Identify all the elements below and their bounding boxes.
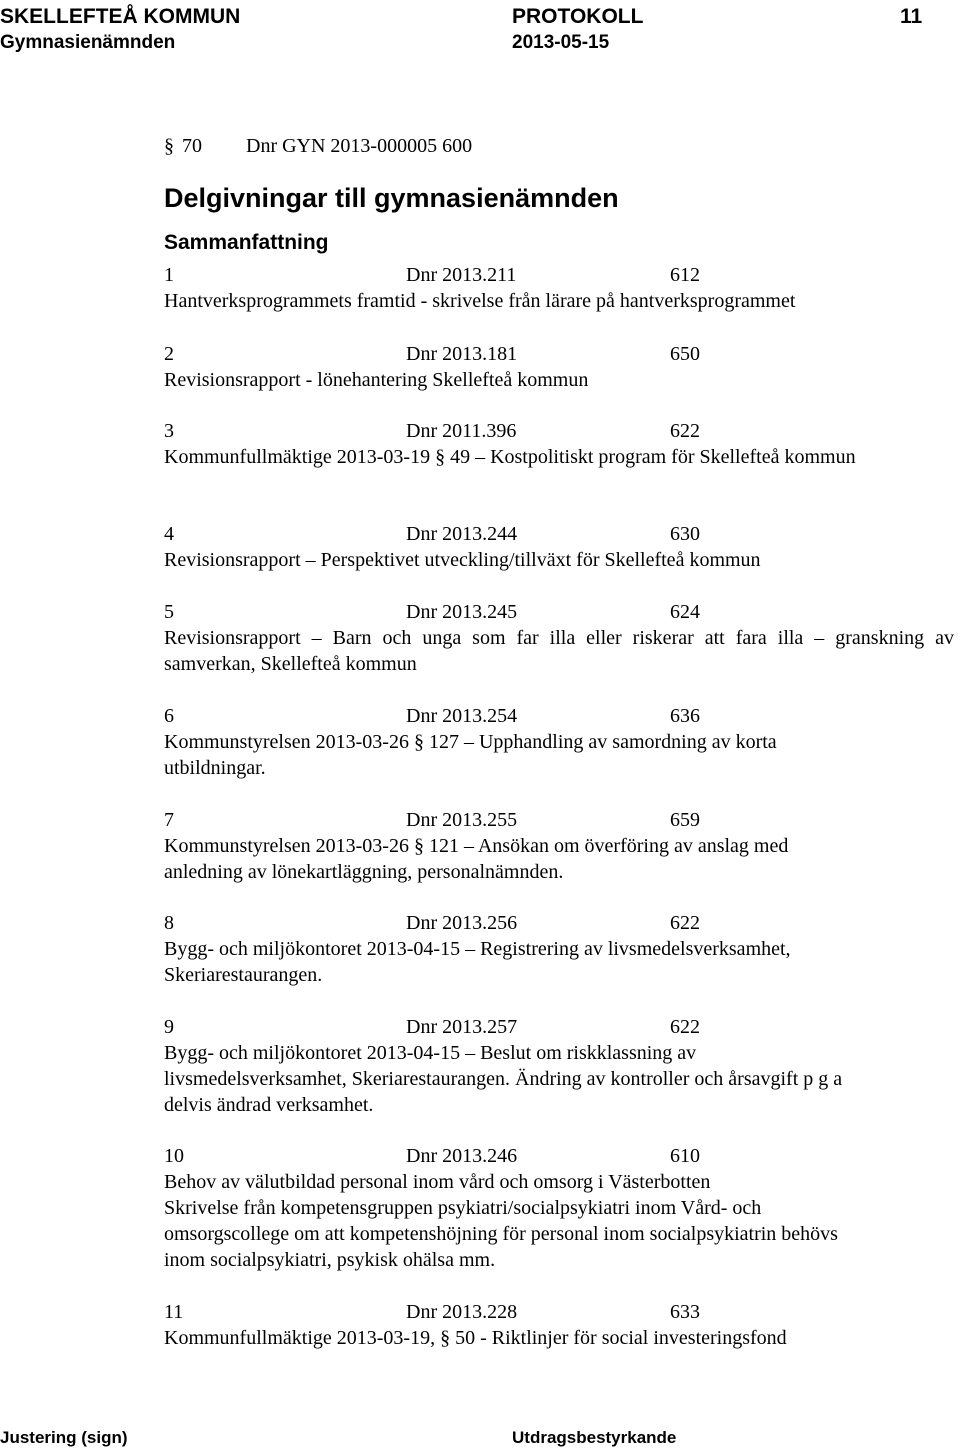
list-item: [164, 1299, 954, 1351]
item-number: 4: [164, 523, 174, 545]
list-item: [164, 910, 954, 988]
item-text: Skrivelse från kompetensgruppen psykiatri/socialpsykiatri inom Vård- och: [164, 1197, 762, 1219]
list-item: [164, 1143, 954, 1273]
item-number: 3: [164, 420, 174, 442]
footer-certification-label: Utdragsbestyrkande: [512, 1428, 677, 1447]
item-code: 622: [670, 912, 700, 934]
item-dnr: Dnr 2013.246: [406, 1145, 518, 1167]
item-code: 610: [670, 1145, 700, 1167]
item-text: Hantverksprogrammets framtid - skrivelse från lärare på hantverksprogrammet: [164, 290, 796, 312]
item-dnr: Dnr 2013.255: [406, 809, 518, 831]
item-number: 6: [164, 705, 174, 727]
meeting-date: 2013-05-15: [512, 32, 610, 53]
item-text: Kommunstyrelsen 2013-03-26 § 121 – Ansökan om överföring av anslag med: [164, 835, 789, 857]
item-text: Revisionsrapport – Barn och unga som far illa eller riskerar att fara illa – granskning av: [164, 627, 954, 649]
item-text: Kommunfullmäktige 2013-03-19, § 50 - Riktlinjer för social investeringsfond: [164, 1327, 787, 1349]
item-number: 7: [164, 809, 174, 831]
item-dnr: Dnr 2013.228: [406, 1301, 518, 1323]
item-text: utbildningar.: [164, 757, 266, 779]
item-number: 9: [164, 1016, 174, 1038]
item-dnr: Dnr 2013.211: [406, 264, 517, 286]
paragraph-number: 70: [182, 135, 202, 157]
item-code: 636: [670, 705, 700, 727]
list-item: [164, 521, 954, 573]
list-item: [164, 1014, 954, 1118]
item-text: anledning av lönekartläggning, personalnämnden.: [164, 861, 564, 883]
page-title: Delgivningar till gymnasienämnden: [164, 183, 619, 213]
item-text: Behov av välutbildad personal inom vård och omsorg i Västerbotten: [164, 1171, 711, 1193]
item-dnr: Dnr 2013.257: [406, 1016, 518, 1038]
item-number: 8: [164, 912, 174, 934]
list-item: [164, 418, 954, 470]
item-dnr: Dnr 2013.244: [406, 523, 518, 545]
paragraph-dnr: Dnr GYN 2013-000005 600: [246, 135, 473, 157]
item-number: 2: [164, 343, 174, 365]
item-number: 5: [164, 601, 174, 623]
item-code: 612: [670, 264, 700, 286]
item-dnr: Dnr 2013.256: [406, 912, 518, 934]
item-code: 650: [670, 343, 700, 365]
item-dnr: Dnr 2013.245: [406, 601, 518, 623]
list-item: [164, 599, 954, 677]
list-item: [164, 262, 954, 314]
item-text: delvis ändrad verksamhet.: [164, 1094, 374, 1116]
item-number: 10: [164, 1145, 184, 1167]
item-number: 1: [164, 264, 174, 286]
item-text: Bygg- och miljökontoret 2013-04-15 – Registrering av livsmedelsverksamhet,: [164, 938, 791, 960]
item-dnr: Dnr 2013.181: [406, 343, 518, 365]
item-text: Revisionsrapport - lönehantering Skellefteå kommun: [164, 369, 589, 391]
committee-name: Gymnasienämnden: [0, 32, 176, 53]
org-name: SKELLEFTEÅ KOMMUN: [0, 5, 241, 28]
footer-signature-label: Justering (sign): [0, 1428, 128, 1447]
item-text: Revisionsrapport – Perspektivet utveckling/tillväxt för Skellefteå kommun: [164, 549, 761, 571]
list-item: [164, 807, 954, 885]
item-text: Bygg- och miljökontoret 2013-04-15 – Beslut om riskklassning av: [164, 1042, 697, 1064]
section-heading: Sammanfattning: [164, 231, 329, 254]
item-code: 659: [670, 809, 700, 831]
item-code: 633: [670, 1301, 700, 1323]
section-sign: §: [164, 135, 174, 157]
list-item: [164, 341, 954, 393]
item-text: samverkan, Skellefteå kommun: [164, 653, 417, 675]
item-text: inom socialpsykiatri, psykisk ohälsa mm.: [164, 1249, 496, 1271]
page-number: 11: [900, 5, 923, 28]
item-code: 624: [670, 601, 700, 623]
item-number: 11: [164, 1301, 184, 1323]
item-code: 622: [670, 420, 700, 442]
item-text: omsorgscollege om att kompetenshöjning för personal inom socialpsykiatrin behövs: [164, 1223, 838, 1245]
item-text: Skeriarestaurangen.: [164, 964, 323, 986]
item-text: livsmedelsverksamhet, Skeriarestaurangen. Ändring av kontroller och årsavgift p g a: [164, 1068, 843, 1090]
item-code: 622: [670, 1016, 700, 1038]
item-code: 630: [670, 523, 700, 545]
item-text: Kommunfullmäktige 2013-03-19 § 49 – Kostpolitiskt program för Skellefteå kommun: [164, 446, 856, 468]
item-text: Kommunstyrelsen 2013-03-26 § 127 – Upphandling av samordning av korta: [164, 731, 777, 753]
item-dnr: Dnr 2011.396: [406, 420, 517, 442]
list-item: [164, 703, 954, 781]
item-dnr: Dnr 2013.254: [406, 705, 518, 727]
document-type: PROTOKOLL: [512, 5, 644, 28]
